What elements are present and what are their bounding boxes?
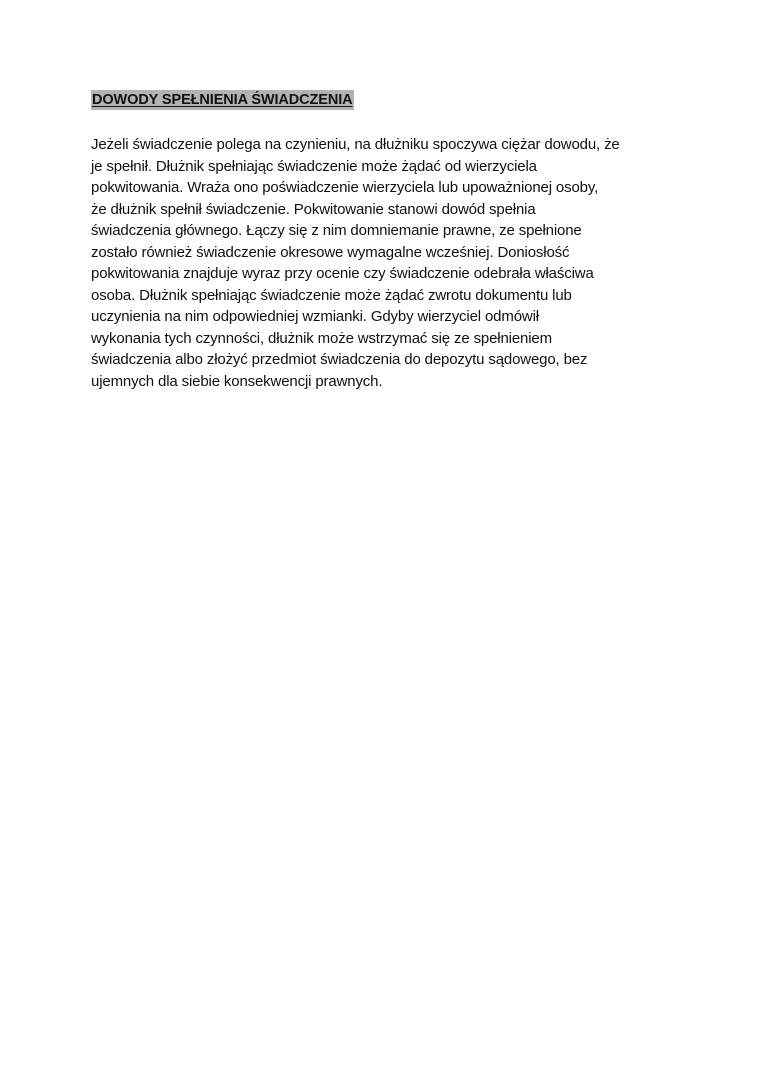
paragraph-line: uczynienia na nim odpowiedniej wzmianki. Gdyby wierzyciel odmówił <box>91 308 539 325</box>
document-content <box>91 90 676 392</box>
document-paragraph <box>91 134 676 392</box>
paragraph-line: Jeżeli świadczenie polega na czynieniu, na dłużniku spoczywa ciężar dowodu, że <box>91 136 620 153</box>
paragraph-line: że dłużnik spełnił świadczenie. Pokwitowanie stanowi dowód spełnia <box>91 200 536 218</box>
paragraph-line: je spełnił. Dłużnik spełniając świadczenie może żądać od wierzyciela <box>91 157 537 175</box>
paragraph-line: wykonania tych czynności, dłużnik może wstrzymać się ze spełnieniem <box>91 329 552 347</box>
paragraph-line: osoba. Dłużnik spełniając świadczenie może żądać zwrotu dokumentu lub <box>91 286 572 304</box>
paragraph-line: świadczenia albo złożyć przedmiot świadczenia do depozytu sądowego, bez <box>91 351 588 368</box>
paragraph-line: pokwitowania znajduje wyraz przy ocenie czy świadczenie odebrała właściwa <box>91 265 594 282</box>
paragraph-line: świadczenia głównego. Łączy się z nim domniemanie prawne, ze spełnione <box>91 222 582 239</box>
paragraph-line: zostało również świadczenie okresowe wymagalne wcześniej. Doniosłość <box>91 243 570 261</box>
document-heading: DOWODY SPEŁNIENIA ŚWIADCZENIA <box>92 92 353 108</box>
paragraph-line: ujemnych dla siebie konsekwencji prawnych. <box>91 372 383 390</box>
paragraph-line: pokwitowania. Wraża ono poświadczenie wierzyciela lub upoważnionej osoby, <box>91 179 599 196</box>
